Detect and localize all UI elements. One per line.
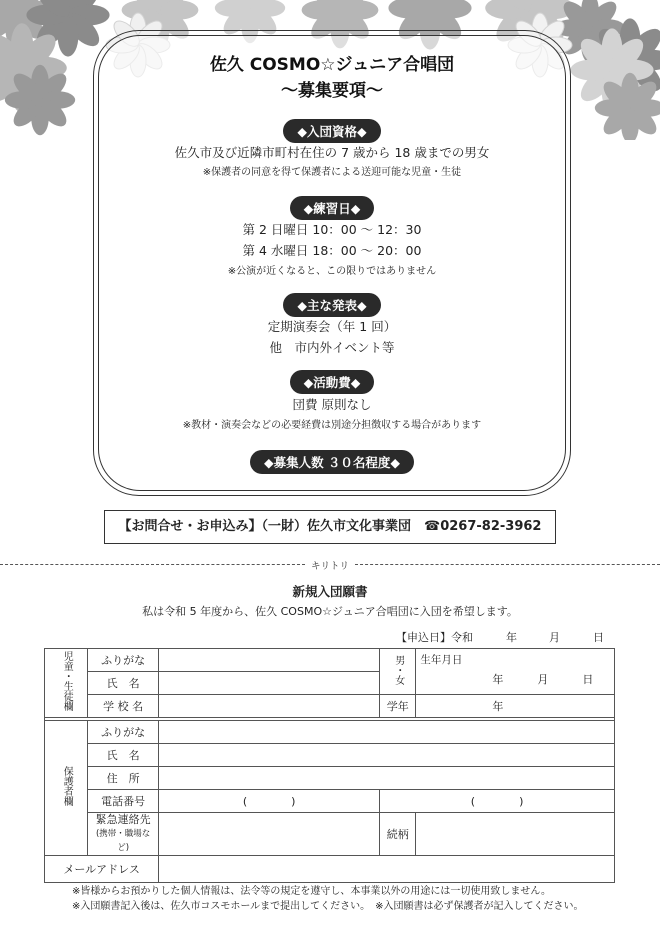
emergency-contact-field[interactable] (159, 813, 380, 856)
birth-day-unit: 日 (582, 673, 594, 686)
performances-line-1: 定期演奏会（年 1 回） (267, 319, 397, 334)
footnote-privacy: ※皆様からお預かりした個人情報は、法令等の規定を遵守し、本事業以外の用途には一切使用致しません。 (72, 886, 551, 897)
footnotes (72, 884, 584, 914)
grade-unit: 年 (492, 700, 504, 713)
eligibility-note: ※保護者の同意を得て保護者による送迎可能な児童・生徒 (202, 167, 462, 178)
recruit-count-badge: ◆募集人数 ３０名程度◆ (250, 450, 414, 474)
performances-line-2: 他 市内外イベント等 (269, 340, 395, 355)
footnote-submission: ※入団願書記入後は、佐久市コスモホールまで提出してください。 ※入団願書は必ず保護者が記入してください。 (72, 901, 584, 912)
child-furigana-label: ふりがな (88, 649, 159, 672)
section-heading-eligibility: ◆入団資格◆ (283, 119, 380, 143)
page-subtitle: ～募集要項～ (281, 81, 383, 101)
guardian-phone-label: 電話番号 (88, 790, 159, 813)
child-name-field[interactable] (159, 672, 380, 695)
birth-year-unit: 年 (492, 673, 504, 686)
grade-field[interactable] (416, 695, 615, 718)
child-school-label: 学 校 名 (88, 695, 159, 718)
birthdate-label: 生年月日 (420, 654, 463, 666)
gender-select[interactable]: 男・女 (380, 649, 416, 695)
apply-date-day[interactable]: 日 (593, 631, 604, 644)
contact-box: 【お問合せ・お申込み】（一財）佐久市文化事業団 ☎0267-82-3962 (104, 510, 556, 544)
apply-date-label: 【申込日】令和 (396, 631, 473, 644)
practice-note: ※公演が近くなると、この限りではありません (227, 266, 437, 277)
guardian-name-label: 氏 名 (88, 744, 159, 767)
apply-date-month[interactable]: 月 (549, 631, 560, 644)
guardian-furigana-label: ふりがな (88, 721, 159, 744)
emergency-contact-label: 緊急連絡先 (携帯・職場など) (88, 813, 159, 856)
child-school-field[interactable] (159, 695, 380, 718)
fees-line: 団費 原則なし (292, 397, 372, 412)
birthdate-field[interactable] (416, 649, 615, 695)
child-section-label: 児童・生徒欄 (45, 649, 88, 718)
section-heading-performances: ◆主な発表◆ (283, 293, 380, 317)
guardian-address-label: 住 所 (88, 767, 159, 790)
guardian-phone2-field[interactable]: ( ) (380, 790, 615, 813)
form-intro: 私は令和 5 年度から、佐久 COSMO☆ジュニア合唱団に入団を希望します。 (142, 605, 518, 618)
cut-label: キリトリ (305, 558, 355, 572)
birth-month-unit: 月 (537, 673, 549, 686)
relation-label: 続柄 (380, 813, 416, 856)
guardian-name-field[interactable] (159, 744, 615, 767)
guardian-furigana-field[interactable] (159, 721, 615, 744)
practice-line-1: 第 2 日曜日 10：00 ～ 12：30 (242, 222, 422, 237)
section-heading-fees: ◆活動費◆ (290, 370, 375, 394)
form-title: 新規入団願書 (292, 584, 368, 599)
eligibility-text: 佐久市及び近隣市町村在住の 7 歳から 18 歳までの男女 (174, 145, 490, 160)
relation-field[interactable] (416, 813, 615, 856)
section-heading-practice: ◆練習日◆ (290, 196, 375, 220)
email-field[interactable] (159, 856, 615, 883)
practice-line-2: 第 4 水曜日 18：00 ～ 20：00 (242, 243, 422, 258)
child-furigana-field[interactable] (159, 649, 380, 672)
fees-note: ※教材・演奏会などの必要経費は別途分担徴収する場合があります (182, 420, 482, 431)
guardian-address-field[interactable] (159, 767, 615, 790)
application-form-table (44, 648, 615, 883)
guardian-phone-field[interactable]: ( ) (159, 790, 380, 813)
guardian-section-label: 保護者欄 (45, 721, 88, 856)
email-label: メールアドレス (45, 856, 159, 883)
cut-line (0, 559, 660, 571)
page-title: 佐久 COSMO☆ジュニア合唱団 (209, 55, 455, 75)
apply-date-year[interactable]: 年 (506, 631, 517, 644)
child-name-label: 氏 名 (88, 672, 159, 695)
grade-label: 学年 (380, 695, 416, 718)
